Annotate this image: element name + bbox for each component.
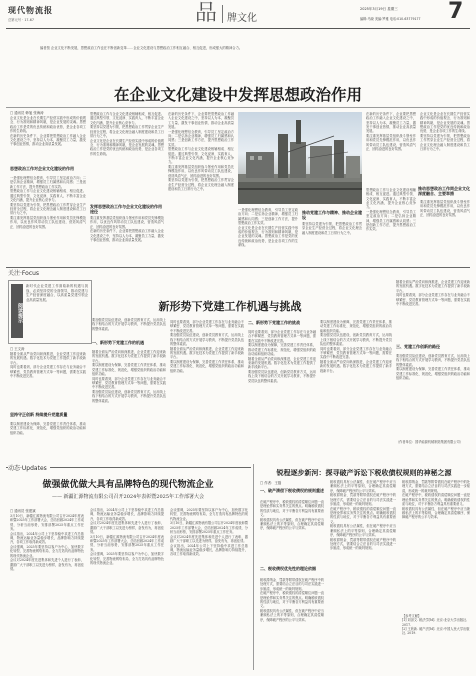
article2-para: 随着全面从严治党向纵深推进，企业党建工作迎来新的发展机遇。数字化技术为党建工作提供了新手段新平台。 xyxy=(10,352,86,365)
article3-col1 xyxy=(10,514,84,670)
article2-para: 随着全面从严治党向纵深推进，企业党建工作迎来新的发展机遇。数字化技术为党建工作提供了新手段新平台。 xyxy=(170,346,244,360)
article2-col1b xyxy=(10,422,86,456)
article1-para: 企业文化是企业在长期生产经营实践中形成的价值观念、行为准则和精神风貌，是企业发展的灵魂。思想政治工作是党的优良传统和政治优势，是企业各项工作的生命线。 xyxy=(10,116,86,133)
article1-para: 在新的历史条件下，企业要把思想政治工作融入企业文化建设之中，坚持以人为本，凝聚员工力量，激发干事创业热情，推动企业高质量发展。 xyxy=(168,112,234,129)
article2-para: 要加强党员队伍建设，创新党员教育方式，运用线上线下相结合的方式开展学习教育，不断提升党员队伍的整体素质。 xyxy=(396,354,470,367)
focus-section-rule xyxy=(6,267,470,268)
article2-para: 要以制度建设为保障，完善党建工作责任体系，推动党建工作标准化、规范化，增强党组织的政治功能和组织功能。 xyxy=(92,363,166,376)
article2-col1 xyxy=(10,352,86,412)
article1-para: 要注重发挥基层党组织战斗堡垒作用和党员先锋模范作用，以优良作风带动员工队伍建设，营造风清气正、团结奋进的良好氛围。 xyxy=(10,216,86,229)
article3-para: 会议对2024年度先进集体和先进个人进行了表彰，激励广大干部职工以先进为榜样，奋发有为，再创佳绩。 xyxy=(170,534,248,544)
article1-col2 xyxy=(90,112,164,200)
article1-title-rule xyxy=(6,107,470,108)
article1-para: 思想政治工作与企业文化建设相辅相成、相互促进。通过典型引领、文化浸润、实践育人，不断丰富企业文化内涵，提升企业核心竞争力。 xyxy=(168,147,234,165)
article4-para: 税收债权具有公法属性，但在破产程序中应当兼顾私法上的平等原则，合理确定其清偿顺序，保障破产程序的公平与效率。 xyxy=(260,517,324,531)
article4-subhead-1: 一、破产清偿下税收债权的规则重述 xyxy=(260,488,324,493)
article1-para: 思想政治工作与企业文化建设相辅相成、相互促进。通过典型引领、文化浸润、实践育人，不断丰富企业文化内涵，提升企业核心竞争力。 xyxy=(10,189,86,202)
article4-para: 税收滞纳金、罚款等附带债权在破产程序中的处理方式，需要结合立法目的与司法实践进一步厘清，形成统一的裁判规则。 xyxy=(402,480,470,493)
article2-para: 要加强党员队伍建设，创新党员教育方式，运用线上线下相结合的方式开展学习教育，不断提升党员队伍的整体素质。 xyxy=(92,390,166,403)
article1-subhead-1: 思想政治工作对企业文化建设的作用 xyxy=(10,166,74,171)
article4-para: 税收债权具有公法属性，但在破产程序中应当兼顾私法上的平等原则，合理确定其清偿顺序，保障破产程序的公平与效率。 xyxy=(330,524,396,538)
article4-para: 税收债权具有公法属性，但在破产程序中应当兼顾私法上的平等原则，合理确定其清偿顺序，保障破产程序的公平与效率。 xyxy=(260,609,324,622)
article2-para: 随着全面从严治党向纵深推进，企业党建工作迎来新的发展机遇。数字化技术为党建工作提供了新手段新平台。 xyxy=(396,280,470,293)
article1-para: 企业文化是企业在长期生产经营实践中形成的价值观念、行为准则和精神风貌，是企业发展的灵魂。思想政治工作是党的优良传统和政治优势，是企业各项工作的生命线。 xyxy=(238,225,298,247)
article4-para: 税收滞纳金、罚款等附带债权在破产程序中的处理方式，需要结合立法目的与司法实践进一步厘清，形成统一的裁判规则。 xyxy=(330,493,396,506)
article2-para: 要以制度建设为保障，完善党建工作责任体系，推动党建工作标准化、规范化，增强党组织的政治功能和组织功能。 xyxy=(396,367,470,380)
article1-para: 要坚持以党建为引领，把思想政治工作贯穿企业生产经营全过程，将企业文化理念融入制度建设和员工日常行为之中。 xyxy=(302,222,362,235)
article1-para: 一是强化理想信念教育，引导员工坚定政治方向；二是弘扬企业精神，增强员工归属感和认同感；三是创新工作方法，提升思想政治工作实效。 xyxy=(366,209,416,232)
article1-para: 一是强化理想信念教育，引导员工坚定政治方向；二是弘扬企业精神，增强员工归属感和认同感；三是创新工作方法，提升思想政治工作实效。 xyxy=(238,208,298,225)
article1-para: 要注重发挥基层党组织战斗堡垒作用和党员先锋模范作用，以优良作风带动员工队伍建设，营造风清气正、团结奋进的良好氛围。 xyxy=(420,200,470,217)
article3-para: 3月10日，新疆汇源物流有限公司召开2024年度表彰暨2025年工作部署大会，总结回顾2024年工作成绩，分析当前形势，安排部署2025年重点工作任务。 xyxy=(10,514,84,531)
article1-title: 在企业文化建设中发挥思想政治作用 xyxy=(113,85,362,104)
issue-date: 2025年3月19日 星期三 xyxy=(360,7,398,11)
article4-para: 在破产程序中，税收债权的清偿顺位问题一直是理论界和实务界关注的焦点。明确税收债权的性质与地位，对于平衡各方利益具有重要意义。 xyxy=(402,493,470,506)
article3-para: 会议对2024年度先进集体和先进个人进行了表彰，激励广大干部职工以先进为榜样，奋发有为，再创佳绩。 xyxy=(10,558,84,572)
article2-para: 要以制度建设为保障，完善党建工作责任体系，推动党建工作标准化、规范化，增强党组织的政治功能和组织功能。 xyxy=(170,360,244,373)
article1-para: 要坚持以党建为引领，把思想政治工作贯穿企业生产经营全过程，将企业文化理念融入制度建设和员工日常行为之中。 xyxy=(168,178,234,192)
article4-col1b xyxy=(260,578,324,670)
article1-para: 要注重发挥基层党组织战斗堡垒作用和党员先锋模范作用，以优良作风带动员工队伍建设，营造风清气正、团结奋进的良好氛围。 xyxy=(90,216,164,229)
article4-para: 税收债权具有公法属性，但在破产程序中应当兼顾私法上的平等原则，合理确定其清偿顺序，保障破产程序的公平与效率。 xyxy=(330,480,396,493)
focus-section-label: 关注·Focus xyxy=(8,268,42,277)
article2-para: 同时也要看到，部分企业党建工作存在与业务融合不够紧密、党员教育管理方式单一等问题，需要在实践中不断改进完善。 xyxy=(10,365,86,378)
article4-col2 xyxy=(330,480,396,670)
article1-photo xyxy=(238,112,362,204)
article4-divider xyxy=(253,464,254,670)
article3-title: 做强做优做大具有品牌特色的现代物流企业 xyxy=(42,480,214,490)
article3-para: 会议强调，2025年要坚持以客户为中心，加快数字化转型，完善物流网络布局，全力打造具有品牌特色的现代物流企业。 xyxy=(90,552,164,566)
article1-col4 xyxy=(238,208,298,258)
page-number: 7 xyxy=(448,0,464,24)
article2-para: 要加强党员队伍建设，创新党员教育方式，运用线上线下相结合的方式开展学习教育，不断提升党员队伍的整体素质。 xyxy=(320,333,392,346)
article2-para: 同时也要看到，部分企业党建工作存在与业务融合不够紧密、党员教育管理方式单一等问题，需要在实践中不断改进完善。 xyxy=(396,293,470,306)
article1-para: 要坚持以党建为引领，把思想政治工作贯穿企业生产经营全过程，将企业文化理念融入制度建设和员工日常行为之中。 xyxy=(90,125,164,138)
article1-col1 xyxy=(10,116,86,164)
article1-para: 要坚持以党建为引领，把思想政治工作贯穿企业生产经营全过程，将企业文化理念融入制度建设和员工日常行为之中。 xyxy=(420,133,470,151)
article2-para: 同时也要看到，部分企业党建工作存在与业务融合不够紧密、党员教育管理方式单一等问题，需要在实践中不断改进完善。 xyxy=(320,346,392,360)
article4-references: 【参考文献】 [1] 刘剑文. 税法学[M]. 北京:北京大学出版社, 2017. [2] 王欣新. 破产法[M]. 北京:中国人民大学出版社, 2019. xyxy=(402,614,470,636)
article1-subhead-3: 推动党建工作与精神、推动企业建设 xyxy=(302,210,362,220)
article1-byline: □ 通讯员 韩旭 张海涛 xyxy=(10,111,44,115)
article2-para: 同时也要看到，部分企业党建工作存在与业务融合不够紧密、党员教育管理方式单一等问题，需要在实践中不断改进完善。 xyxy=(170,320,244,333)
article1-col6 xyxy=(366,112,416,184)
article2-subhead-1: 一、新形势下党建工作的机遇 xyxy=(92,340,144,345)
article1-para: 企业文化是企业在长期生产经营实践中形成的价值观念、行为准则和精神风貌，是企业发展的灵魂。思想政治工作是党的优良传统和政治优势，是企业各项工作的生命线。 xyxy=(420,112,470,134)
masthead xyxy=(0,0,476,30)
article1-para: 要注重发挥基层党组织战斗堡垒作用和党员先锋模范作用，以优良作风带动员工队伍建设，营造风清气正、团结奋进的良好氛围。 xyxy=(168,165,234,178)
article4-para: 税收滞纳金、罚款等附带债权在破产程序中的处理方式，需要结合立法目的与司法实践进一步厘清，形成统一的裁判规则。 xyxy=(330,537,396,551)
article1-col1b xyxy=(10,176,86,256)
article2-byline: □ 王文涛 xyxy=(10,347,25,351)
article2-col5 xyxy=(320,320,392,456)
intro-note: 编者按 企业文化不断发展，思想政治工作也在不断创新变革……企业文化建设与思想政治工作相互融合、相互促进，形成强大的精神合力。 xyxy=(40,46,243,50)
article2-para: 要加强党员队伍建设，创新党员教育方式，运用线上线下相结合的方式开展学习教育，不断提升党员队伍的整体素质。 xyxy=(248,370,316,383)
article2-subhead-3: 三、党建工作创新的路径 xyxy=(396,344,440,349)
article2-para: 随着全面从严治党向纵深推进，企业党建工作迎来新的发展机遇。数字化技术为党建工作提供了新手段新平台。 xyxy=(248,356,316,370)
article4-para: 在破产程序中，税收债权的清偿顺位问题一直是理论界和实务界关注的焦点。明确税收债权的性质与地位，对于平衡各方利益具有重要意义。 xyxy=(260,591,324,609)
masthead-rule xyxy=(6,28,470,29)
article1-para: 一是强化理想信念教育，引导员工坚定政治方向；二是弘扬企业精神，增强员工归属感和认同感；三是创新工作方法，提升思想政治工作实效。 xyxy=(168,129,234,147)
article2-para: 要以制度建设为保障，完善党建工作责任体系，推动党建工作标准化、规范化，增强党组织的政治功能和组织功能。 xyxy=(10,422,86,435)
article4-para: 税收滞纳金、罚款等附带债权在破产程序中的处理方式，需要结合立法目的与司法实践进一步厘清，形成统一的裁判规则。 xyxy=(260,578,324,591)
article1-para: 思想政治工作与企业文化建设相辅相成、相互促进。通过典型引领、文化浸润、实践育人，不断丰富企业文化内涵，提升企业核心竞争力。 xyxy=(366,188,416,210)
article1-subhead-2: 发挥思想政治工作与企业文化建设的作用途径 xyxy=(90,204,162,214)
article1-para: 企业文化是企业在长期生产经营实践中形成的价值观念、行为准则和精神风貌，是企业发展的灵魂。思想政治工作是党的优良传统和政治优势，是企业各项工作的生命线。 xyxy=(90,138,164,156)
article2-para: 要加强党员队伍建设，创新党员教育方式，运用线上线下相结合的方式开展学习教育，不断提升党员队伍的整体素质。 xyxy=(170,333,244,346)
article3-para: 会议对2024年度先进集体和先进个人进行了表彰，激励广大干部职工以先进为榜样，奋发有为，再创佳绩。 xyxy=(90,521,164,534)
article1-col6b xyxy=(366,188,416,258)
article2-para: 随着全面从严治党向纵深推进，企业党建工作迎来新的发展机遇。数字化技术为党建工作提供了新手段新平台。 xyxy=(92,350,166,363)
issue-meta: 总第元号 · 17-67 xyxy=(8,18,34,22)
article2-col3 xyxy=(170,320,244,456)
article3-para: 会议强调，2025年要坚持以客户为中心，加快数字化转型，完善物流网络布局，全力打造具有品牌特色的现代物流企业。 xyxy=(10,545,84,558)
industrial-plant-image xyxy=(238,112,362,204)
editor-line: 编辑:马晓 美编:罗雅 电话:010-63779177 xyxy=(360,17,421,21)
article3-para: 会议指出，2024年公司上下坚持稳中求进工作总基调，物流运输业务量稳步增长，品牌影响力持续提升，各项工作取得新成效。 xyxy=(170,543,248,557)
reading-tip-text: 新时代企业党建工作面临新的机遇与挑战，必须坚持党的全面领导，推动党建与生产经营深度融合，以高质量党建引领企业高质量发展。 xyxy=(26,284,88,302)
article2-para: 要以制度建设为保障，完善党建工作责任体系，推动党建工作标准化、规范化，增强党组织的政治功能和组织功能。 xyxy=(248,343,316,356)
article4-para: 在破产程序中，税收债权的清偿顺位问题一直是理论界和实务界关注的焦点。明确税收债权的性质与地位，对于平衡各方利益具有重要意义。 xyxy=(260,500,324,517)
reading-tip-box xyxy=(8,280,92,344)
article3-col3 xyxy=(170,508,248,670)
article3-para: 会议指出，2024年公司上下坚持稳中求进工作总基调，物流运输业务量稳步增长，品牌影响力持续提升，各项工作取得新成效。 xyxy=(10,531,84,545)
article4-col3 xyxy=(402,480,470,610)
article3-subtitle: —— 新疆汇源物流有限公司召开2024年表彰暨2025年工作部署大会 xyxy=(51,494,205,500)
article2-col2b xyxy=(92,350,166,456)
article1-para: 在新的历史条件下，企业要把思想政治工作融入企业文化建设之中，坚持以人为本，凝聚员工力量，激发干事创业热情，推动企业高质量发展。 xyxy=(366,112,416,134)
article1-col3 xyxy=(168,112,234,257)
article3-para: 3月10日，新疆汇源物流有限公司召开2024年度表彰暨2025年工作部署大会，总结回顾2024年工作成绩，分析当前形势，安排部署2025年重点工作任务。 xyxy=(90,534,164,552)
article3-col2 xyxy=(90,508,164,670)
article2-title: 新形势下党建工作机遇与挑战 xyxy=(158,300,302,313)
article2-para: 要以制度建设为保障，完善党建工作责任体系，推动党建工作标准化、规范化，增强党组织的政治功能和组织功能。 xyxy=(320,320,392,333)
article2-para: 随着全面从严治党向纵深推进，企业党建工作迎来新的发展机遇。数字化技术为党建工作提供了新手段新平台。 xyxy=(320,360,392,373)
article1-col7b xyxy=(420,200,470,258)
article3-para: 会议指出，2024年公司上下坚持稳中求进工作总基调，物流运输业务量稳步增长，品牌影响力持续提升，各项工作取得新成效。 xyxy=(90,508,164,521)
article2-para: 要加强党员队伍建设，创新党员教育方式，运用线上线下相结合的方式开展学习教育，不断提升党员队伍的整体素质。 xyxy=(92,318,166,331)
article4-title: 锐程逐步新河：探寻破产诉讼下税收债权规则的神秘之源 xyxy=(276,468,452,477)
article2-footer-note: （作者单位：国华能源机械制造集团有限公司） xyxy=(396,440,463,444)
reading-tip-title-text: 阅读提示 xyxy=(17,303,23,323)
updates-section-label: 动态·Updates xyxy=(8,463,50,472)
article2-col6b xyxy=(396,354,470,424)
article2-col4 xyxy=(248,330,316,456)
article2-subhead-2: 二、新形势下党建工作的挑战 xyxy=(248,320,300,325)
article1-para: 要坚持以党建为引领，把思想政治工作贯穿企业生产经营全过程，将企业文化理念融入制度建设和员工日常行为之中。 xyxy=(10,202,86,216)
article1-col7 xyxy=(420,112,470,184)
article2-para: 同时也要看到，部分企业党建工作存在与业务融合不够紧密、党员教育管理方式单一等问题，需要在实践中不断改进完善。 xyxy=(248,330,316,343)
article2-subhead-4: 坚持守正创新 持续提升党建质量 xyxy=(10,412,68,417)
article1-col2b xyxy=(90,216,164,258)
channel-name: 牌文化 xyxy=(227,13,257,24)
article1-para: 要注重发挥基层党组织战斗堡垒作用和党员先锋模范作用，以优良作风带动员工队伍建设，营造风清气正、团结奋进的良好氛围。 xyxy=(366,133,416,151)
article3-byline: □ 通讯员 张建斌 xyxy=(10,509,36,513)
article1-para: 在新的历史条件下，企业要把思想政治工作融入企业文化建设之中，坚持以人为本，凝聚员工力量，激发干事创业热情，推动企业高质量发展。 xyxy=(10,133,86,147)
article1-col5 xyxy=(302,222,362,258)
article2-col6 xyxy=(396,280,470,342)
article1-subhead-4: 推动思想政治工作同企业文化深度融合、主要举措 xyxy=(418,186,470,196)
article1-para: 在新的历史条件下，企业要把思想政治工作融入企业文化建设之中，坚持以人为本，凝聚员工力量，激发干事创业热情，推动企业高质量发展。 xyxy=(90,229,164,242)
article4-para: 在破产程序中，税收债权的清偿顺位问题一直是理论界和实务界关注的焦点。明确税收债权的性质与地位，对于平衡各方利益具有重要意义。 xyxy=(330,506,396,524)
channel-big-char: 品 xyxy=(195,1,218,26)
reading-tip-title xyxy=(11,284,23,338)
article2-col2 xyxy=(92,318,166,338)
article3-para: 3月10日，新疆汇源物流有限公司召开2024年度表彰暨2025年工作部署大会，总结回顾2024年工作成绩，分析当前形势，安排部署2025年重点工作任务。 xyxy=(170,521,248,534)
article3-para: 会议强调，2025年要坚持以客户为中心，加快数字化转型，完善物流网络布局，全力打造具有品牌特色的现代物流企业。 xyxy=(170,508,248,521)
article4-col1 xyxy=(260,500,324,564)
article4-para: 税收债权具有公法属性，但在破产程序中应当兼顾私法上的平等原则，合理确定其清偿顺序，保障破产程序的公平与效率。 xyxy=(402,506,470,520)
article2-para: 同时也要看到，部分企业党建工作存在与业务融合不够紧密、党员教育管理方式单一等问题，需要在实践中不断改进完善。 xyxy=(92,376,166,390)
article1-para: 一是强化理想信念教育，引导员工坚定政治方向；二是弘扬企业精神，增强员工归属感和认同感；三是创新工作方法，提升思想政治工作实效。 xyxy=(10,176,86,189)
article1-para: 思想政治工作与企业文化建设相辅相成、相互促进。通过典型引领、文化浸润、实践育人，不断丰富企业文化内涵，提升企业核心竞争力。 xyxy=(90,112,164,125)
article4-subhead-2: 二、税收债权优先性的理论依据 xyxy=(260,566,316,571)
article4-byline: □ 作者：王磊 xyxy=(260,481,282,485)
newspaper-logo: 现代物流报 xyxy=(8,5,53,15)
channel-divider xyxy=(222,5,223,23)
